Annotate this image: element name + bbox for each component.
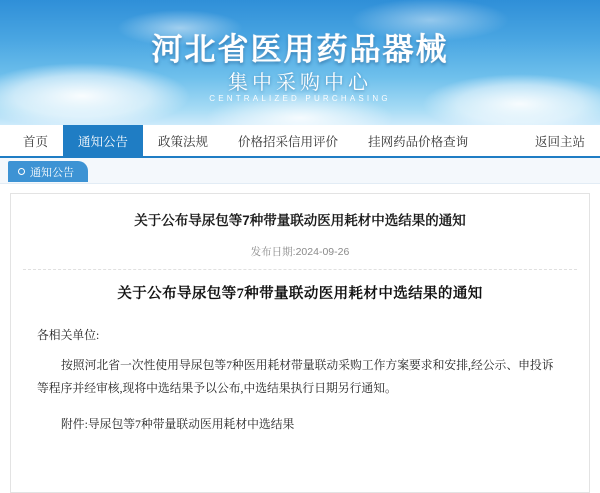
breadcrumb-current-section[interactable] <box>8 161 88 182</box>
main-navigation <box>0 125 600 158</box>
breadcrumb <box>0 158 600 184</box>
nav-item-credit-evaluation[interactable]: 价格招采信用评价 <box>238 134 339 149</box>
article-publish-date: 发布日期:2024-09-26 <box>23 231 577 270</box>
circle-icon <box>18 168 25 175</box>
article-header-title: 关于公布导尿包等7种带量联动医用耗材中选结果的通知 <box>134 213 466 228</box>
site-title-english: CENTRALIZED PURCHASING <box>209 94 391 103</box>
site-title: 河北省医用药品器械 <box>151 32 449 67</box>
page-scrollbar[interactable] <box>593 0 600 400</box>
article-paragraph-1: 按照河北省一次性使用导尿包等7种医用耗材带量联动采购工作方案要求和安排,经公示、申投诉等程序并经审核,现将中选结果予以公布,中选结果执行日期另行通知。 <box>37 357 554 396</box>
article-body <box>11 270 589 436</box>
article-body-title: 关于公布导尿包等7种带量联动医用耗材中选结果的通知 <box>117 286 483 303</box>
article-card <box>10 193 590 493</box>
nav-item-home[interactable]: 首页 <box>23 134 49 149</box>
article-salutation: 各相关单位: <box>37 328 100 342</box>
site-banner <box>0 0 600 125</box>
nav-item-policies[interactable]: 政策法规 <box>158 134 209 149</box>
nav-item-notices[interactable]: 通知公告 <box>63 125 143 156</box>
nav-item-drug-price-query[interactable]: 挂网药品价格查询 <box>368 134 469 149</box>
breadcrumb-label: 通知公告 <box>30 166 74 179</box>
nav-item-back-to-main-site[interactable]: 返回主站 <box>534 134 585 149</box>
site-subtitle: 集中采购中心 <box>228 72 372 94</box>
nav-spacer <box>483 125 520 156</box>
article-attachment-line: 附件:导尿包等7种带量联动医用耗材中选结果 <box>61 416 295 431</box>
